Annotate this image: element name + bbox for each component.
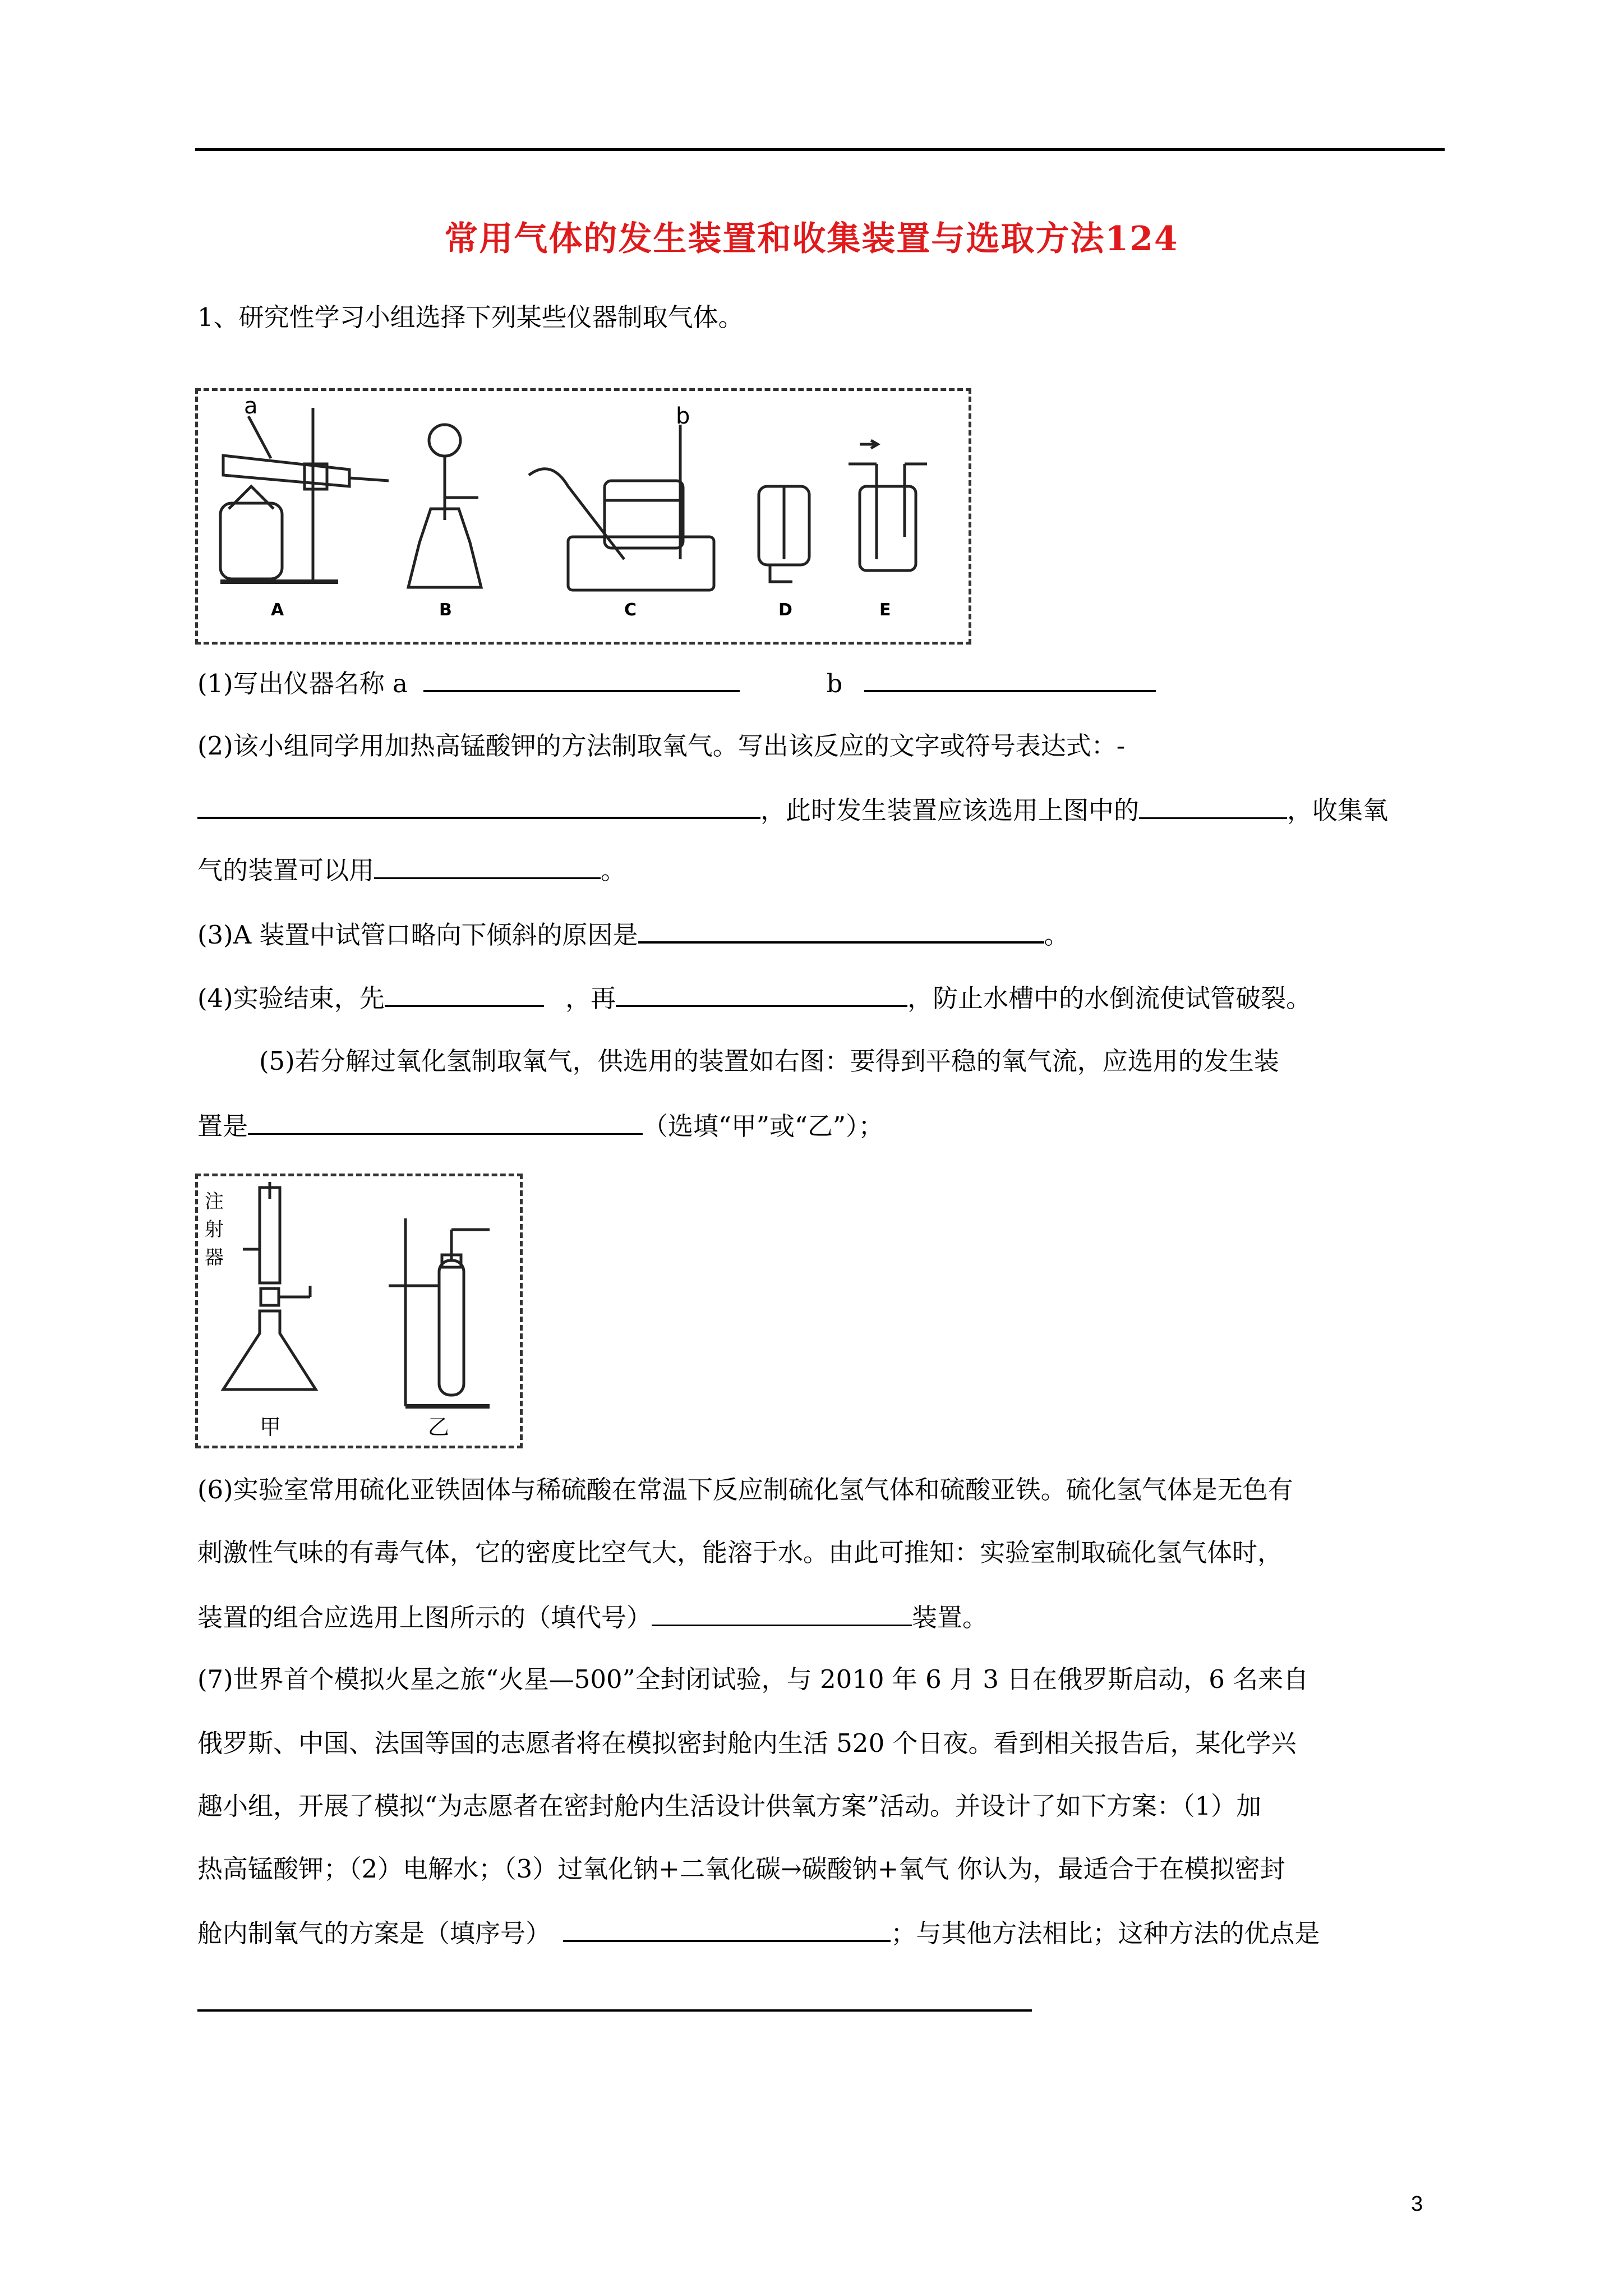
answer-blank-generator[interactable] [1139,793,1287,819]
syringe-label-2: 射 [205,1218,224,1241]
syringe-label-3: 器 [205,1246,224,1269]
label-jia: 甲 [260,1415,282,1439]
answer-blank-advantage[interactable] [197,2009,1032,2012]
question-4: (4)实验结束，先 ，再 ，防止水槽中的水倒流使试管破裂。 [197,981,1311,1015]
question-5-line2: 置是 （选填“甲”或“乙”）； [197,1108,884,1143]
question-6-line1: (6)实验室常用硫化亚铁固体与稀硫酸在常温下反应制硫化氢气体和硫酸亚铁。硫化氢气体是无色有 [197,1475,1293,1504]
question-7-line2: 俄罗斯、中国、法国等国的志愿者将在模拟密封舱内生活 520 个日夜。看到相关报告后，某化学兴 [197,1728,1297,1758]
apparatus-figure [195,388,971,645]
header-rule [195,148,1445,151]
label-a: a [244,393,258,419]
syringe-label-1: 注 [205,1190,224,1213]
page-title: 常用气体的发生装置和收集装置与选取方法124 [444,219,1179,259]
question-1: (1)写出仪器名称 a b [197,665,1156,701]
label-A: A [271,600,284,620]
question-6-line2: 刺激性气味的有毒气体，它的密度比空气大，能溶于水。由此可推知：实验室制取硫化氢气体时， [197,1538,1283,1567]
question-2-line3: 气的装置可以用 。 [197,853,626,887]
page-number: 3 [1411,2192,1423,2216]
label-yi: 乙 [428,1415,450,1439]
answer-blank-equation[interactable] [197,792,760,819]
answer-blank-device[interactable] [248,1108,643,1135]
label-D: D [778,600,792,620]
apparatus-drawing [198,391,969,642]
answer-blank-collector[interactable] [374,853,601,879]
label-C: C [624,600,637,620]
answer-blank-combination[interactable] [652,1600,912,1626]
question-3: (3)A 装置中试管口略向下倾斜的原因是 。 [197,917,1069,952]
question-7-line5: 舱内制氧气的方案是（填序号） ；与其他方法相比；这种方法的优点是 [197,1915,1320,1950]
question-intro: 1、研究性学习小组选择下列某些仪器制取气体。 [197,302,744,332]
answer-blank-a[interactable] [423,665,740,692]
generator-drawing [198,1176,520,1446]
answer-blank-scheme[interactable] [563,1915,891,1942]
question-6-line3: 装置的组合应选用上图所示的（填代号） 装置。 [197,1600,988,1635]
label-b: b [676,403,690,429]
question-7-line4: 热高锰酸钾；（2）电解水；（3）过氧化钠+二氧化碳→碳酸钠+氧气 你认为，最适合于在模拟密封 [197,1854,1285,1884]
generator-figure [195,1174,523,1448]
question-7-line3: 趣小组，开展了模拟“为志愿者在密封舱内生活设计供氧方案”活动。并设计了如下方案：（1）加 [197,1791,1262,1821]
answer-blank-first[interactable] [385,981,544,1007]
label-E: E [879,600,891,620]
question-7-line1: (7)世界首个模拟火星之旅“火星—500”全封闭试验，与 2010 年 6 月 3 日在俄罗斯启动，6 名来自 [197,1664,1309,1694]
question-5-line1: (5)若分解过氧化氢制取氧气，供选用的装置如右图：要得到平稳的氧气流，应选用的发生装 [259,1046,1279,1076]
answer-blank-then[interactable] [616,981,907,1007]
label-B: B [439,600,452,620]
question-2-line2: ，此时发生装置应该选用上图中的 ，收集氧 [197,792,1388,827]
answer-blank-reason[interactable] [638,917,1044,944]
question-2-line1: (2)该小组同学用加热高锰酸钾的方法制取氧气。写出该反应的文字或符号表达式：- [197,731,1125,761]
answer-blank-b[interactable] [864,665,1156,692]
